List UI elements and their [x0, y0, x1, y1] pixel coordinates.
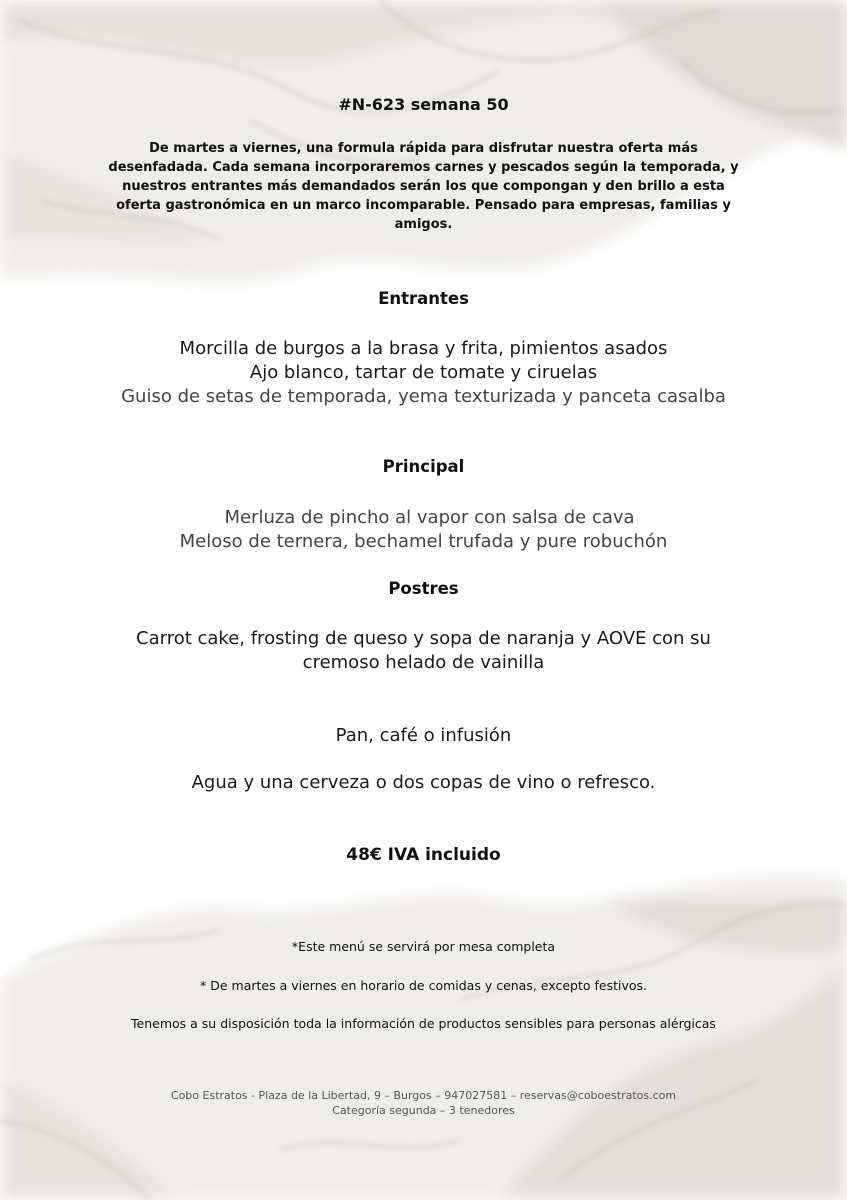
menu-price: 48€ IVA incluido [346, 845, 501, 865]
footer-category: Categoría segunda – 3 tenedores [332, 1104, 515, 1117]
section-heading-entrantes: Entrantes [378, 289, 469, 308]
dish-entrante-1: Morcilla de burgos a la brasa y frita, pimientos asados [179, 338, 668, 359]
section-heading-principal: Principal [382, 457, 465, 476]
section-heading-postres: Postres [388, 579, 459, 598]
dish-entrante-3: Guiso de setas de temporada, yema texturizada y panceta casalba [121, 386, 726, 407]
note-allergens: Tenemos a su disposición toda la información de productos sensibles para personas alérgicas [131, 1016, 716, 1031]
dish-postre-1: Carrot cake, frosting de queso y sopa de naranja y AOVE con su cremoso helado de vainilla [136, 628, 711, 673]
note-full-table: *Este menú se servirá por mesa completa [291, 939, 556, 954]
footer-address: Cobo Estratos - Plaza de la Libertad, 9 – Burgos – 947027581 – reservas@coboestratos.com [170, 1089, 677, 1102]
menu-title: #N-623 semana 50 [338, 95, 509, 114]
extra-drinks: Agua y una cerveza o dos copas de vino o refresco. [191, 772, 656, 793]
menu-intro: De martes a viernes, una formula rápida para disfrutar nuestra oferta más desenfadada. Cada semana incorporaremos carnes y pescados según la temporada, y nuestros entrantes más demandados serán los que compongan y den brillo a esta oferta gastronómica en un marco incomparable. Pensado para empresas, familias y amigos. [108, 141, 739, 232]
extra-bread-coffee: Pan, café o infusión [335, 725, 512, 746]
dish-principal-1: Merluza de pincho al vapor con salsa de cava [224, 507, 635, 528]
dish-entrante-2: Ajo blanco, tartar de tomate y ciruelas [249, 362, 598, 383]
dish-principal-2: Meloso de ternera, bechamel trufada y pure robuchón [179, 531, 668, 552]
note-schedule: * De martes a viernes en horario de comidas y cenas, excepto festivos. [200, 978, 647, 993]
